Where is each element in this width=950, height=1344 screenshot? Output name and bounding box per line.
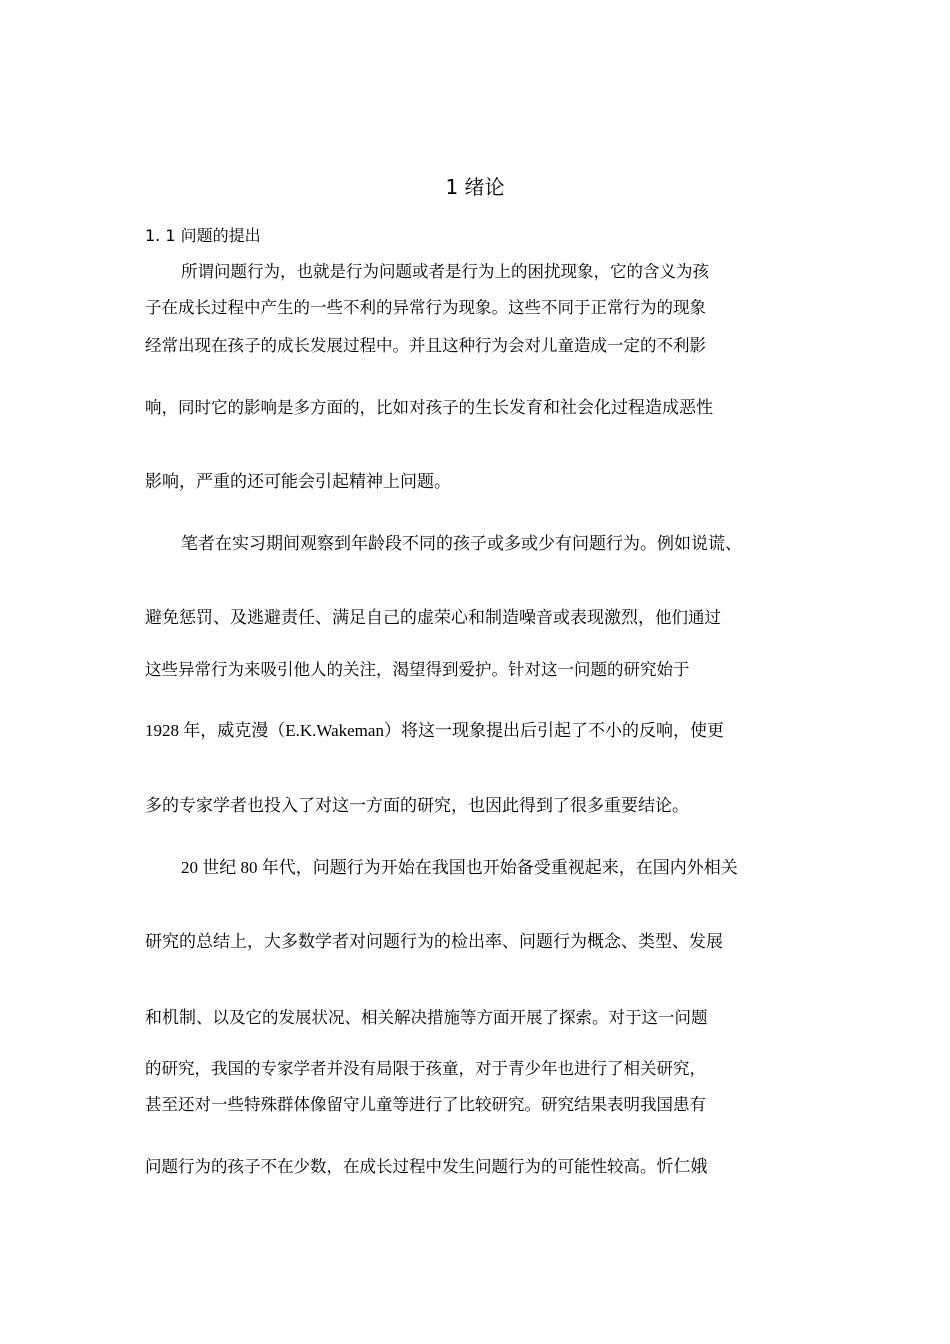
text-run: 研究的总结上，大多数学者对问题行为的检出率、问题行为概念、类型、发展 <box>145 932 723 952</box>
chapter-title: 1 绪论 <box>445 175 505 199</box>
text-run: ，问题行为开始在我国也开始备受重视起来，在国内外相关 <box>295 858 738 878</box>
text-run: 多的专家学者也投入了对这一方面的研究，也因此得到了很多重要结论。 <box>145 796 689 816</box>
paragraph-line <box>145 333 810 359</box>
text-run: 避免惩罚、及逃避责任、满足自己的虚荣心和制造噪音或表现激烈， <box>145 608 655 628</box>
text-run: E.K.Wakeman <box>285 721 384 740</box>
paragraph-line <box>145 469 810 495</box>
paragraph-line <box>145 605 810 631</box>
paragraph-line <box>145 1005 810 1031</box>
text-run: 忻仁娥 <box>656 1157 708 1177</box>
paragraph-line <box>145 395 810 421</box>
paragraph-line <box>145 793 810 819</box>
paragraph-line <box>145 929 810 955</box>
text-run: 笔者在实习期间观察到年龄段不同的孩子或多或少有问题行为。例如说谎、 <box>181 534 742 554</box>
paragraph-line <box>181 259 810 285</box>
text-run: 子在成长过程中产生的一些不利的异常行为现象。这些不同于正常行为的现象 <box>145 298 706 317</box>
paragraph-line <box>181 531 810 557</box>
paragraph-line <box>145 1056 810 1082</box>
text-run: 20 世纪 80 年代 <box>181 858 296 877</box>
text-run: 的研究，我国的专家学者并没有局限于孩童，对于青少年也进行了相关研究， <box>145 1059 706 1078</box>
text-run: 经常出现在孩子的成长发展过程中。并且这种行为会对儿童造成一定的不利影 <box>145 336 706 355</box>
paragraph-line <box>145 1092 810 1118</box>
text-run: 1928 年， <box>145 721 218 740</box>
text-run: 影响，严重的还可能会引起精神上问题。 <box>145 472 451 492</box>
text-run: 、以及它的发展状况、相关解决措施等方面开展了探索。对于这一问题 <box>196 1008 708 1027</box>
text-run: 问题行为的孩子不在少数，在成长过程中发生问题行为的可能性较高。 <box>145 1157 657 1176</box>
paragraph-line <box>145 657 810 683</box>
paragraph-line <box>145 1154 810 1180</box>
paragraph-line <box>145 718 810 744</box>
text-run: 他们通过 <box>655 608 721 627</box>
text-run: 所谓问题行为，也就是行为问题或者是行为上的困扰现象，它的含义为孩 <box>181 262 709 281</box>
paragraph-line <box>145 295 810 321</box>
text-run: 甚至还对一些特殊群体像留守儿童等进行了比较研究。研究结果表明我国患有 <box>145 1095 706 1114</box>
paragraph-line <box>181 855 810 881</box>
text-run: 生长发育和社会化过程造成恶性 <box>475 398 713 418</box>
text-run: 和机制 <box>145 1008 196 1028</box>
section-heading: 1. 1 问题的提出 <box>145 226 261 245</box>
text-run: 威克漫（ <box>217 721 286 741</box>
text-run: 这些异常行为来吸引他人的关注，渴望得到爱护。针对这一问题的研究始于 <box>145 660 690 679</box>
text-run: 响，同时它的影响是多方面的，比如对孩子的 <box>145 398 475 417</box>
text-run: ）将这一现象提出后引起了不小的反响，使更 <box>383 721 724 741</box>
